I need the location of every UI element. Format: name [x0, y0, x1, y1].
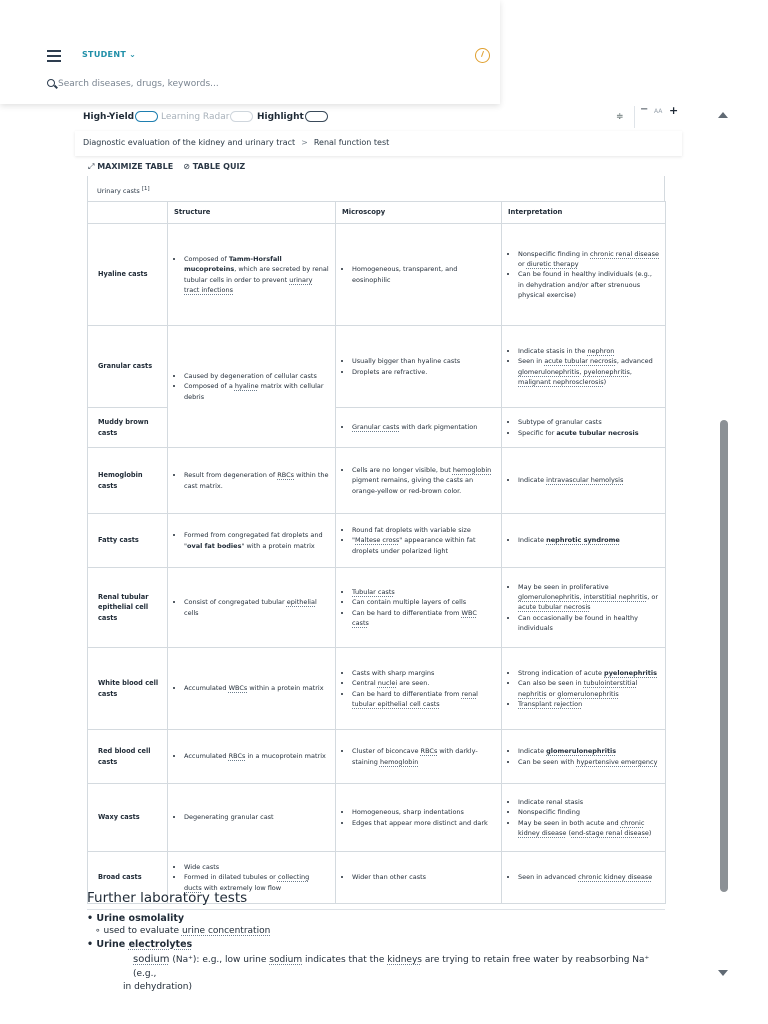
interpretation-cell [502, 730, 666, 784]
row-name: Waxy casts [88, 784, 168, 852]
bold-term: Urine osmolality [96, 913, 185, 924]
term-link[interactable]: interstitial nephritis [583, 593, 648, 602]
microscopy-cell [336, 784, 502, 852]
text: Indicate stasis in the [518, 347, 588, 356]
table-row [88, 648, 666, 730]
term-link[interactable]: glomerulonephritis [518, 593, 580, 602]
table-caption-ref[interactable]: [1] [141, 186, 150, 192]
list-item [518, 746, 659, 756]
menu-icon[interactable] [47, 50, 61, 65]
bold-term: oval fat bodies [187, 541, 242, 550]
text: Consist of congregated tubular [184, 598, 287, 607]
list-item [518, 249, 659, 269]
term-link[interactable]: Transplant rejection [518, 699, 583, 708]
text: , or [647, 593, 659, 602]
term-link[interactable]: chronic kidney disease [578, 873, 653, 882]
text: Can be seen with [518, 757, 577, 766]
term-link[interactable]: collecting ducts [184, 873, 310, 892]
list-item [518, 356, 659, 386]
further-tests-section [87, 890, 665, 995]
text: Accumulated [184, 752, 229, 761]
text: ) [603, 377, 607, 386]
text: May be seen in proliferative [518, 583, 609, 592]
list-item: • Can contain multiple layers of cells [352, 597, 495, 607]
table-row [88, 224, 666, 326]
list-item [518, 757, 659, 767]
list-item [518, 535, 659, 545]
list-item [518, 346, 659, 356]
interpretation-cell [502, 784, 666, 852]
text: ) [648, 828, 652, 837]
list-item: • Homogeneous, sharp indentations [352, 807, 495, 817]
learning-radar-label: Learning Radar [161, 111, 230, 122]
term-link[interactable]: malignant nephrosclerosis [518, 377, 604, 386]
table-header-row [88, 202, 666, 224]
list-item: • Round fat droplets with variable size [352, 525, 495, 535]
breadcrumb-parent[interactable]: Diagnostic evaluation of the kidney and urinary tract [83, 138, 296, 147]
list-item: • Can be found in healthy individuals (e.g., in dehydration and/or after strenuous physical exercise) [518, 269, 659, 299]
term-link[interactable]: acute tubular necrosis [544, 357, 617, 366]
text: or [546, 689, 558, 698]
structure-cell [168, 784, 336, 852]
structure-cell [168, 648, 336, 730]
term-link[interactable]: hyaline [234, 382, 259, 391]
list-item: • Edges that appear more distinct and dark [352, 818, 495, 828]
header-cell-interpretation: Interpretation [502, 202, 666, 224]
text: within the cast matrix. [184, 471, 329, 490]
term-link[interactable]: pyelonephritis [583, 367, 630, 376]
scroll-up-arrow[interactable] [718, 112, 728, 118]
text: Central [352, 679, 378, 688]
row-name: Hemoglobin casts [88, 448, 168, 514]
term-link[interactable]: nuclei [377, 679, 398, 688]
term-link[interactable]: sodium [269, 955, 303, 965]
term-link[interactable]: RBCs [420, 747, 438, 756]
list-item [184, 470, 329, 490]
list-item: • Degenerating granular cast [184, 812, 329, 822]
chevron-down-icon: ⌄ [129, 50, 137, 59]
clock-icon[interactable] [475, 48, 490, 63]
maximize-table-label: MAXIMIZE TABLE [97, 162, 174, 171]
text: Can also be seen in [518, 679, 584, 688]
text: " [352, 536, 355, 545]
text: , advanced [616, 357, 653, 366]
learning-radar-switch[interactable] [230, 111, 253, 122]
row-name: Granular casts [88, 326, 168, 408]
text: Formed from congregated fat droplets and " [184, 531, 323, 550]
term-link[interactable]: Maltese cross [355, 536, 400, 545]
text: , which are secreted by renal tubular cells in order to prevent [184, 265, 329, 284]
text: Can be hard to differentiate from [352, 689, 462, 698]
term-link[interactable]: diuretic therapy [526, 260, 579, 269]
term-link[interactable]: Tubular casts [352, 588, 395, 597]
table-row [88, 326, 666, 408]
structure-cell [168, 730, 336, 784]
table-row [88, 448, 666, 514]
list-item: • Homogeneous, transparent, and eosinophilic [352, 264, 495, 284]
row-name: Broad casts [88, 852, 168, 904]
list-item: • Can occasionally be found in healthy individuals [518, 613, 659, 633]
text: Formed in dilated tubules or [184, 873, 278, 882]
table-border-left [87, 176, 88, 201]
font-size-label: AA [654, 108, 663, 115]
list-item: • Usually bigger than hyaline casts [352, 356, 495, 366]
top-header [0, 0, 500, 104]
row-name: Renal tubular epithelial cell casts [88, 568, 168, 648]
text: matrix with cellular debris [184, 382, 324, 401]
list-item [352, 422, 495, 432]
quiz-icon: ⊘ [183, 162, 190, 171]
text: Urine [96, 939, 129, 950]
text: used to evaluate [103, 926, 182, 936]
list-item: • Droplets are refractive. [352, 367, 495, 377]
term-link[interactable]: glomerulonephritis [546, 747, 617, 756]
term-link[interactable]: nephron [587, 347, 615, 356]
breadcrumb [75, 131, 682, 156]
text: or [518, 260, 527, 269]
table-row [88, 784, 666, 852]
list-item: • Urine electrolytes [87, 939, 193, 950]
microscopy-cell [336, 648, 502, 730]
highlight-switch[interactable] [305, 111, 328, 122]
term-link[interactable]: sodium [133, 954, 170, 965]
list-item [352, 678, 495, 688]
interpretation-cell [502, 224, 666, 326]
table-border-right [664, 176, 665, 201]
text: Specific for [518, 428, 557, 437]
list-item [518, 699, 659, 709]
list-item: • Caused by degeneration of cellular casts [184, 371, 329, 381]
text: with dark pigmentation [399, 423, 478, 432]
search-icon [47, 79, 55, 87]
list-item [352, 608, 495, 628]
text: , [579, 367, 584, 376]
term-link[interactable]: tubulointerstitial nephritis [518, 679, 638, 698]
text: Seen in [518, 357, 545, 366]
text: in dehydration) [123, 982, 193, 992]
list-item [352, 535, 495, 555]
maximize-table-button[interactable] [88, 162, 173, 172]
table-quiz-label: TABLE QUIZ [192, 162, 246, 171]
text: ( [566, 828, 572, 837]
text: cells [184, 608, 199, 617]
list-item [518, 428, 659, 438]
interpretation-cell [502, 514, 666, 568]
list-item [352, 746, 495, 766]
bold-term: acute tubular necrosis [556, 428, 639, 437]
list-item: • Wide casts [184, 862, 329, 872]
header-cell-empty [88, 202, 168, 224]
text: Accumulated [184, 684, 229, 693]
term-link[interactable]: electrolytes [128, 939, 193, 950]
list-item: • Subtype of granular casts [518, 417, 659, 427]
text: indicates that the [302, 955, 388, 965]
term-link[interactable]: acute tubular necrosis [518, 603, 591, 612]
scrollbar-thumb[interactable] [720, 420, 728, 892]
high-yield-toggle[interactable] [83, 111, 158, 122]
table-caption-text: Urinary casts [97, 187, 140, 196]
breadcrumb-current[interactable]: Renal function test [313, 138, 390, 147]
row-name: Muddy brown casts [88, 408, 168, 448]
list-item: • Nonspecific finding [518, 807, 659, 817]
breadcrumb-separator: > [301, 138, 308, 147]
term-link[interactable]: hypertensive emergency [576, 757, 658, 766]
table-quiz-button[interactable] [183, 162, 245, 172]
font-decrease-button[interactable]: − [640, 104, 649, 115]
high-yield-label: High-Yield [83, 111, 135, 122]
role-label: STUDENT [82, 50, 127, 59]
term-link[interactable]: WBC casts [352, 608, 477, 627]
expand-icon: ⤢ [88, 162, 95, 171]
text: in a mucoprotein matrix [245, 752, 326, 761]
text: with darkly-staining [352, 747, 478, 766]
text: Result from degeneration of [184, 471, 278, 480]
list-item [518, 475, 659, 485]
line-spacing-icon[interactable]: ≑ [616, 112, 624, 122]
row-name: Fatty casts [88, 514, 168, 568]
text: pigment remains, giving the casts an orange-yellow or red-brown color. [352, 476, 474, 495]
term-link[interactable]: RBCs [228, 752, 246, 761]
term-link[interactable]: pyelonephritis [604, 669, 657, 678]
row-name: White blood cell casts [88, 648, 168, 730]
term-link[interactable]: glomerulonephritis [557, 689, 619, 698]
term-link[interactable]: kidneys [387, 955, 422, 965]
table-row [88, 568, 666, 648]
interpretation-cell [502, 326, 666, 408]
structure-cell [168, 568, 336, 648]
term-link[interactable]: urinary tract infections [184, 275, 313, 294]
interpretation-cell [502, 648, 666, 730]
text: Indicate [518, 476, 547, 485]
interpretation-cell [502, 448, 666, 514]
list-item [184, 381, 329, 401]
list-item [184, 751, 329, 761]
list-item [352, 689, 495, 709]
text: are trying to retain free water by reabsorbing Na⁺ (e.g., [133, 955, 650, 979]
header-cell-structure: Structure [168, 202, 336, 224]
term-link[interactable]: epithelial [286, 598, 317, 607]
highlight-toggle[interactable] [257, 111, 328, 122]
search-input[interactable] [58, 76, 478, 92]
list-item: • Casts with sharp margins [352, 668, 495, 678]
term-link[interactable]: nephrotic syndrome [546, 536, 620, 545]
structure-cell [168, 224, 336, 326]
text: (Na⁺): e.g., low urine [169, 955, 270, 965]
list-item: ∘ used to evaluate urine concentration [95, 926, 271, 936]
list-item [518, 668, 659, 678]
text: Can be hard to differentiate from [352, 608, 462, 617]
high-yield-switch[interactable] [135, 111, 158, 122]
term-link[interactable]: intravascular hemolysis [546, 476, 624, 485]
list-item [518, 678, 659, 698]
text: Composed of [184, 255, 229, 264]
urinary-casts-table [87, 201, 666, 904]
reading-toolbar [75, 104, 685, 130]
interpretation-cell [502, 408, 666, 448]
table-row [88, 730, 666, 784]
list-item [184, 530, 329, 550]
font-increase-button[interactable]: + [669, 104, 679, 117]
toolbar-divider [634, 106, 635, 128]
microscopy-cell [336, 568, 502, 648]
row-name: Hyaline casts [88, 224, 168, 326]
term-link[interactable]: hemoglobin [452, 466, 492, 475]
scroll-down-arrow[interactable] [718, 970, 728, 976]
list-item: • Urine osmolality [87, 913, 185, 924]
term-link[interactable]: WBCs [228, 684, 248, 693]
term-link[interactable]: glomerulonephritis [518, 367, 580, 376]
text: " with a protein matrix [241, 541, 315, 550]
text: Strong indication of acute [518, 669, 605, 678]
structure-cell [168, 448, 336, 514]
table-caption [97, 186, 150, 195]
bold-term: Tamm-Horsfall mucoproteins [184, 255, 282, 274]
microscopy-cell [336, 326, 502, 408]
list-item [123, 952, 665, 995]
microscopy-cell [336, 408, 502, 448]
list-item: • Wider than other casts [352, 872, 495, 882]
term-link[interactable]: end-stage renal disease [571, 828, 649, 837]
text: Indicate [518, 536, 547, 545]
text: Nonspecific finding in [518, 250, 591, 259]
list-item [518, 582, 659, 612]
term-link[interactable]: chronic kidney disease [518, 818, 645, 837]
text: Seen in advanced [518, 873, 579, 882]
term-link[interactable]: hemoglobin [379, 757, 419, 766]
structure-cell [168, 326, 336, 448]
role-selector[interactable] [82, 50, 136, 59]
list-item [184, 597, 329, 617]
list-item [184, 683, 329, 693]
text: May be seen in both acute and [518, 818, 621, 827]
list-item [352, 587, 495, 597]
highlight-label: Highlight [257, 111, 304, 122]
term-link[interactable]: Granular casts [352, 423, 400, 432]
text: " appearance within fat droplets under polarized light [352, 536, 476, 555]
row-name: Red blood cell casts [88, 730, 168, 784]
microscopy-cell [336, 448, 502, 514]
list-item: • Indicate renal stasis [518, 797, 659, 807]
microscopy-cell [336, 730, 502, 784]
learning-radar-toggle[interactable] [161, 111, 253, 122]
text: Cluster of biconcave [352, 747, 421, 756]
structure-cell [168, 514, 336, 568]
text: within a protein matrix [247, 684, 324, 693]
text: , [629, 367, 632, 376]
section-heading: Further laboratory tests [87, 890, 665, 910]
text: Composed of a [184, 382, 235, 391]
term-link[interactable]: chronic renal disease [590, 250, 660, 259]
interpretation-cell [502, 568, 666, 648]
text: with extremely low flow [201, 883, 282, 892]
term-link[interactable]: RBCs [277, 471, 295, 480]
text: Indicate [518, 747, 547, 756]
list-item [184, 254, 329, 294]
list-item [352, 465, 495, 495]
header-cell-microscopy: Microscopy [336, 202, 502, 224]
table-row [88, 514, 666, 568]
term-link[interactable]: urine concentration [181, 926, 271, 936]
text: , [579, 593, 584, 602]
list-item [518, 818, 659, 838]
text: Cells are no longer visible, but [352, 466, 453, 475]
text: are seen. [397, 679, 430, 688]
list-item [518, 872, 659, 882]
table-controls [88, 162, 245, 172]
microscopy-cell [336, 224, 502, 326]
term-link[interactable]: renal tubular epithelial cell casts [352, 689, 478, 708]
microscopy-cell [336, 514, 502, 568]
